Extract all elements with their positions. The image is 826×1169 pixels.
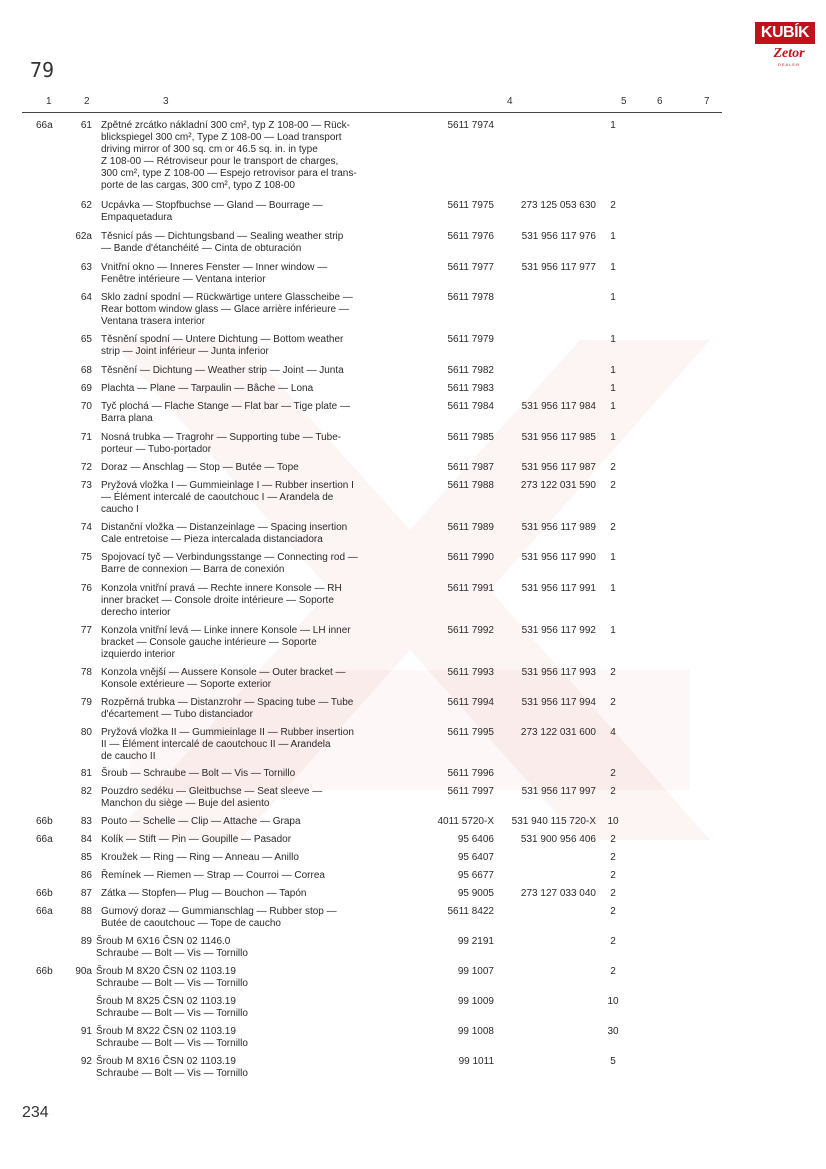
row-description: Těsnění — Dichtung — Weather strip — Joint — Junta [101,365,344,376]
row-part-number: 5611 7982 [447,365,494,376]
row-alt-number: 531 956 117 992 [521,625,596,636]
row-quantity: 1 [610,292,616,303]
row-quantity: 1 [610,583,616,594]
row-description: Pouto — Schelle — Clip — Attache — Grapa [101,816,301,827]
row-alt-number: 531 900 956 406 [520,834,596,845]
row-position: 84 [80,834,92,845]
row-part-number: 5611 7994 [447,697,494,708]
row-part-number: 5611 8422 [447,906,494,917]
row-quantity: 1 [610,120,616,131]
header-col-1: 1 [46,96,52,107]
row-alt-number: 531 956 117 976 [521,231,596,242]
row-quantity: 1 [610,365,616,376]
row-quantity: 4 [610,727,616,738]
row-position: 69 [80,383,92,394]
row-position: 77 [80,625,92,636]
row-position: 65 [80,334,92,345]
row-description: Sklo zadní spodní — Rückwärtige untere Glasscheibe — Rear bottom window glass — Glace arrière inférieure — Ventana trasera interior [101,292,353,327]
row-part-number: 5611 7990 [447,552,494,563]
row-alt-number: 531 956 117 993 [521,667,596,678]
row-part-number: 5611 7977 [447,262,494,273]
brand-logo [755,14,817,66]
header-col-6: 6 [657,96,663,107]
row-part-number: 95 6407 [457,852,494,863]
row-alt-number: 531 956 117 990 [521,552,596,563]
row-alt-number: 273 122 031 600 [520,727,596,738]
row-description: Tyč plochá — Flache Stange — Flat bar — Tige plate — Barra plana [101,401,351,424]
row-part-number: 5611 7993 [447,667,494,678]
row-position: 90a [75,966,92,977]
row-position: 70 [80,401,92,412]
row-alt-number: 273 127 033 040 [520,888,596,899]
page-number-top: 79 [30,58,55,82]
row-description: Šroub M 8X25 ČSN 02 1103.19 Schraube — Bolt — Vis — Tornillo [96,996,248,1019]
row-part-number: 5611 7992 [447,625,494,636]
row-description: Pryžová vložka II — Gummieinlage II — Rubber insertion II — Élément intercalé de caoutchouc II — Arandela de caucho II [101,727,354,762]
row-quantity: 2 [610,906,616,917]
row-description: Těsnicí pás — Dichtungsband — Sealing weather strip — Bande d'étanchéité — Cinta de obturación [101,231,344,254]
brand-logo-bottom: DEALER [777,62,800,67]
row-position: 85 [80,852,92,863]
row-description: Nosná trubka — Tragrohr — Supporting tube — Tube- porteur — Tubo-portador [101,432,342,455]
row-part-number: 5611 7987 [447,462,494,473]
row-quantity: 5 [610,1056,616,1067]
row-quantity: 2 [610,852,616,863]
row-part-number: 4011 5720-X [437,816,494,827]
row-part-number: 5611 7979 [447,334,494,345]
row-position: 78 [80,667,92,678]
row-alt-number: 273 122 031 590 [520,480,596,491]
row-description: Pouzdro sedéku — Gleitbuchse — Seat sleeve — Manchon du siège — Buje del asiento [101,786,323,809]
row-position: 79 [80,697,92,708]
row-description: Šroub M 8X20 ČSN 02 1103.19 Schraube — Bolt — Vis — Tornillo [96,966,248,989]
row-position: 64 [80,292,92,303]
row-position: 76 [80,583,92,594]
row-description: Šroub M 8X22 ČSN 02 1103.19 Schraube — Bolt — Vis — Tornillo [96,1026,248,1049]
row-alt-number: 273 125 053 630 [520,200,596,211]
row-position: 63 [80,262,92,273]
row-position: 83 [80,816,92,827]
row-part-number: 95 6677 [457,870,494,881]
row-part-number: 5611 7983 [447,383,494,394]
row-part-number: 5611 7991 [447,583,494,594]
row-quantity: 1 [610,383,616,394]
row-position: 88 [80,906,92,917]
row-position: 80 [80,727,92,738]
row-description: Těsnění spodní — Untere Dichtung — Bottom weather strip — Joint inférieur — Junta inferior [101,334,344,357]
row-position: 89 [80,936,92,947]
row-quantity: 1 [610,231,616,242]
row-description: Rozpěrná trubka — Distanzrohr — Spacing tube — Tube d'écartement — Tubo distanciador [101,697,354,720]
row-quantity: 1 [610,401,616,412]
header-col-7: 7 [704,96,710,107]
row-part-number: 5611 7989 [447,522,494,533]
row-part-number: 5611 7988 [447,480,494,491]
row-quantity: 2 [610,667,616,678]
row-description: Zátka — Stopfen— Plug — Bouchon — Tapón [101,888,307,899]
row-description: Distanční vložka — Distanzeinlage — Spacing insertion Cale entretoise — Pieza intercalada distanciadora [101,522,348,545]
row-description: Řemínek — Riemen — Strap — Courroi — Correa [101,870,325,881]
row-position: 91 [80,1026,92,1037]
row-part-number: 99 2191 [457,936,494,947]
row-quantity: 10 [607,816,619,827]
row-group: 66a [36,120,53,131]
row-alt-number: 531 940 115 720-X [511,816,596,827]
row-part-number: 5611 7985 [447,432,494,443]
row-quantity: 1 [610,334,616,345]
row-quantity: 2 [610,966,616,977]
row-part-number: 5611 7974 [447,120,494,131]
row-description: Kolík — Stift — Pin — Goupille — Pasador [101,834,292,845]
row-quantity: 1 [610,625,616,636]
row-quantity: 2 [610,480,616,491]
row-position: 73 [80,480,92,491]
row-position: 68 [80,365,92,376]
row-quantity: 2 [610,522,616,533]
row-description: Konzola vnitřní pravá — Rechte innere Konsole — RH inner bracket — Console droite intérieure — Soporte derecho interior [101,583,342,618]
header-col-2: 2 [84,96,90,107]
brand-logo-top: KUBÍK [755,22,815,44]
row-quantity: 2 [610,834,616,845]
header-col-3: 3 [163,96,169,107]
row-part-number: 99 1011 [458,1056,494,1067]
row-part-number: 99 1009 [457,996,494,1007]
row-description: Spojovací tyč — Verbindungsstange — Connecting rod — Barre de connexion — Barra de conexión [101,552,358,575]
row-group: 66b [36,966,53,977]
row-position: 75 [80,552,92,563]
row-quantity: 2 [610,888,616,899]
row-position: 71 [80,432,92,443]
row-position: 92 [80,1056,92,1067]
row-description: Gumový doraz — Gummianschlag — Rubber stop — Butée de caoutchouc — Tope de caucho [101,906,337,929]
row-part-number: 99 1007 [457,966,494,977]
row-position: 62a [75,231,92,242]
row-part-number: 99 1008 [457,1026,494,1037]
row-alt-number: 531 956 117 991 [521,583,596,594]
row-part-number: 5611 7984 [447,401,494,412]
page-number-bottom: 234 [22,1104,49,1121]
row-description: Šroub — Schraube — Bolt — Vis — Tornillo [101,768,296,779]
header-col-5: 5 [621,96,627,107]
row-quantity: 2 [610,768,616,779]
row-part-number: 5611 7975 [447,200,494,211]
row-quantity: 2 [610,786,616,797]
row-position: 81 [80,768,92,779]
row-position: 82 [80,786,92,797]
row-description: Doraz — Anschlag — Stop — Butée — Tope [101,462,299,473]
row-quantity: 1 [610,432,616,443]
row-position: 74 [80,522,92,533]
row-description: Kroužek — Ring — Ring — Anneau — Anillo [101,852,299,863]
row-part-number: 95 9005 [457,888,494,899]
row-description: Šroub M 8X16 ČSN 02 1103.19 Schraube — Bolt — Vis — Tornillo [96,1056,248,1079]
row-quantity: 2 [610,936,616,947]
row-description: Konzola vnitřní levá — Linke innere Konsole — LH inner bracket — Console gauche intérieure — Soporte izquierdo interior [101,625,351,660]
row-quantity: 1 [610,262,616,273]
row-quantity: 10 [607,996,619,1007]
row-description: Pryžová vložka I — Gummieinlage I — Rubber insertion I — Élément intercalé de caoutchouc I — Arandela de caucho I [101,480,354,515]
row-quantity: 1 [610,552,616,563]
row-quantity: 2 [610,870,616,881]
row-part-number: 5611 7978 [447,292,494,303]
row-part-number: 5611 7997 [447,786,494,797]
row-description: Konzola vnější — Aussere Konsole — Outer bracket — Konsole extérieure — Soporte exterior [101,667,346,690]
row-group: 66b [36,816,53,827]
table-header [0,96,826,110]
row-part-number: 5611 7976 [447,231,494,242]
row-alt-number: 531 956 117 997 [521,786,596,797]
row-alt-number: 531 956 117 977 [521,262,596,273]
row-description: Vnitřní okno — Inneres Fenster — Inner window — Fenêtre intérieure — Ventana interior [101,262,328,285]
row-description: Zpětné zrcátko nákladní 300 cm², typ Z 108-00 — Rück- blickspiegel 300 cm², Type Z 108-00 — Load transport driving mirror of 300 sq. cm or 46.5 sq. in. in type Z 108-00 — Rétroviseur pour le transport de charges, 300 cm², type Z 108-00 — Espejo retrovisor para el trans- porte de las cargas, 300 cm², typo Z 108-00 [101,120,357,191]
row-part-number: 5611 7996 [447,768,494,779]
row-quantity: 2 [610,697,616,708]
row-quantity: 2 [610,200,616,211]
row-group: 66a [36,906,53,917]
row-group: 66b [36,888,53,899]
row-description: Šroub M 6X16 ČSN 02 1146.0 Schraube — Bolt — Vis — Tornillo [96,936,248,959]
row-alt-number: 531 956 117 987 [521,462,596,473]
row-position: 86 [80,870,92,881]
row-quantity: 30 [607,1026,619,1037]
row-position: 87 [80,888,92,899]
row-position: 61 [80,120,92,131]
row-alt-number: 531 956 117 985 [521,432,596,443]
header-col-4: 4 [507,96,513,107]
row-alt-number: 531 956 117 989 [521,522,596,533]
row-position: 62 [80,200,92,211]
row-alt-number: 531 956 117 984 [521,401,596,412]
brand-logo-middle: Zetor [773,46,805,61]
row-description: Ucpávka — Stopfbuchse — Gland — Bourrage — Empaquetadura [101,200,323,223]
row-alt-number: 531 956 117 994 [521,697,596,708]
row-part-number: 95 6406 [457,834,494,845]
row-description: Plachta — Plane — Tarpaulin — Bâche — Lona [101,383,314,394]
row-position: 72 [80,462,92,473]
row-quantity: 2 [610,462,616,473]
row-part-number: 5611 7995 [447,727,494,738]
row-group: 66a [36,834,53,845]
header-divider [22,112,722,113]
